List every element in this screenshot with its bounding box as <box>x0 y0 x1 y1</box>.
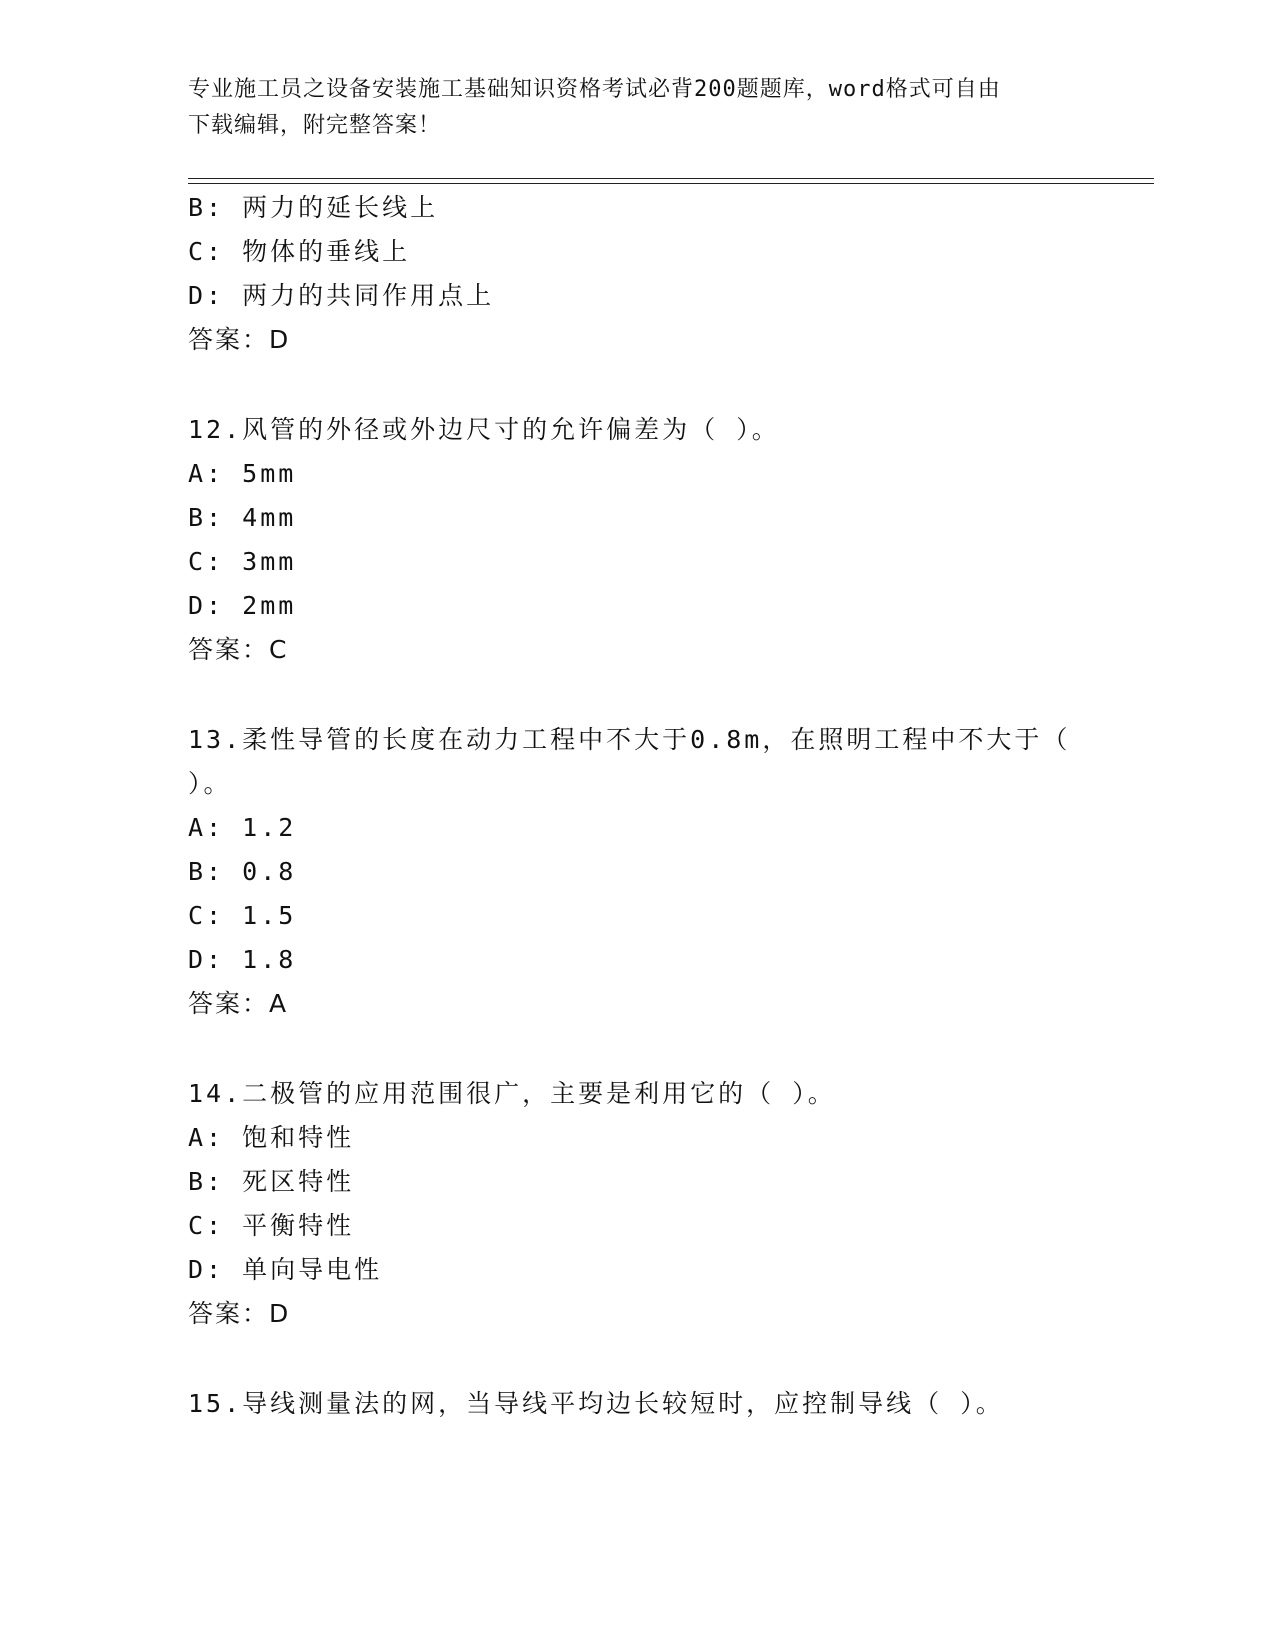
q14-option-b: B: 死区特性 <box>188 1167 355 1196</box>
q14-answer: 答案：D <box>188 1299 291 1328</box>
header-line-1: 专业施工员之设备安装施工基础知识资格考试必背200题题库，word格式可自由 <box>188 77 1001 102</box>
q12-option-d: D: 2mm <box>188 591 297 620</box>
q12-option-c: C: 3mm <box>188 547 297 576</box>
q13-option-a: A: 1.2 <box>188 813 297 842</box>
q14-option-d: D: 单向导电性 <box>188 1255 383 1284</box>
q11-option-d: D: 两力的共同作用点上 <box>188 281 495 310</box>
q12-answer: 答案：C <box>188 635 289 664</box>
header-line-2: 下载编辑，附完整答案！ <box>188 113 442 138</box>
q13-question-line-1: 13.柔性导管的长度在动力工程中不大于0.8m，在照明工程中不大于（ <box>188 725 1071 754</box>
q13-option-b: B: 0.8 <box>188 857 297 886</box>
q13-question-line-2: ）。 <box>188 769 232 798</box>
header-divider-bottom <box>188 183 1154 184</box>
q13-option-c: C: 1.5 <box>188 901 297 930</box>
q11-option-c: C: 物体的垂线上 <box>188 237 411 266</box>
q12-option-a: A: 5mm <box>188 459 297 488</box>
q14-option-a: A: 饱和特性 <box>188 1123 355 1152</box>
q15-question: 15.导线测量法的网，当导线平均边长较短时，应控制导线（ ）。 <box>188 1389 1004 1418</box>
q13-option-d: D: 1.8 <box>188 945 297 974</box>
q11-answer: 答案：D <box>188 325 291 354</box>
q14-question: 14.二极管的应用范围很广，主要是利用它的（ ）。 <box>188 1079 836 1108</box>
q13-answer: 答案：A <box>188 989 289 1018</box>
header-divider-top <box>188 178 1154 179</box>
q12-question: 12.风管的外径或外边尺寸的允许偏差为（ ）。 <box>188 415 780 444</box>
q12-option-b: B: 4mm <box>188 503 297 532</box>
q14-option-c: C: 平衡特性 <box>188 1211 355 1240</box>
q11-option-b: B: 两力的延长线上 <box>188 193 439 222</box>
document-header <box>188 72 1088 144</box>
